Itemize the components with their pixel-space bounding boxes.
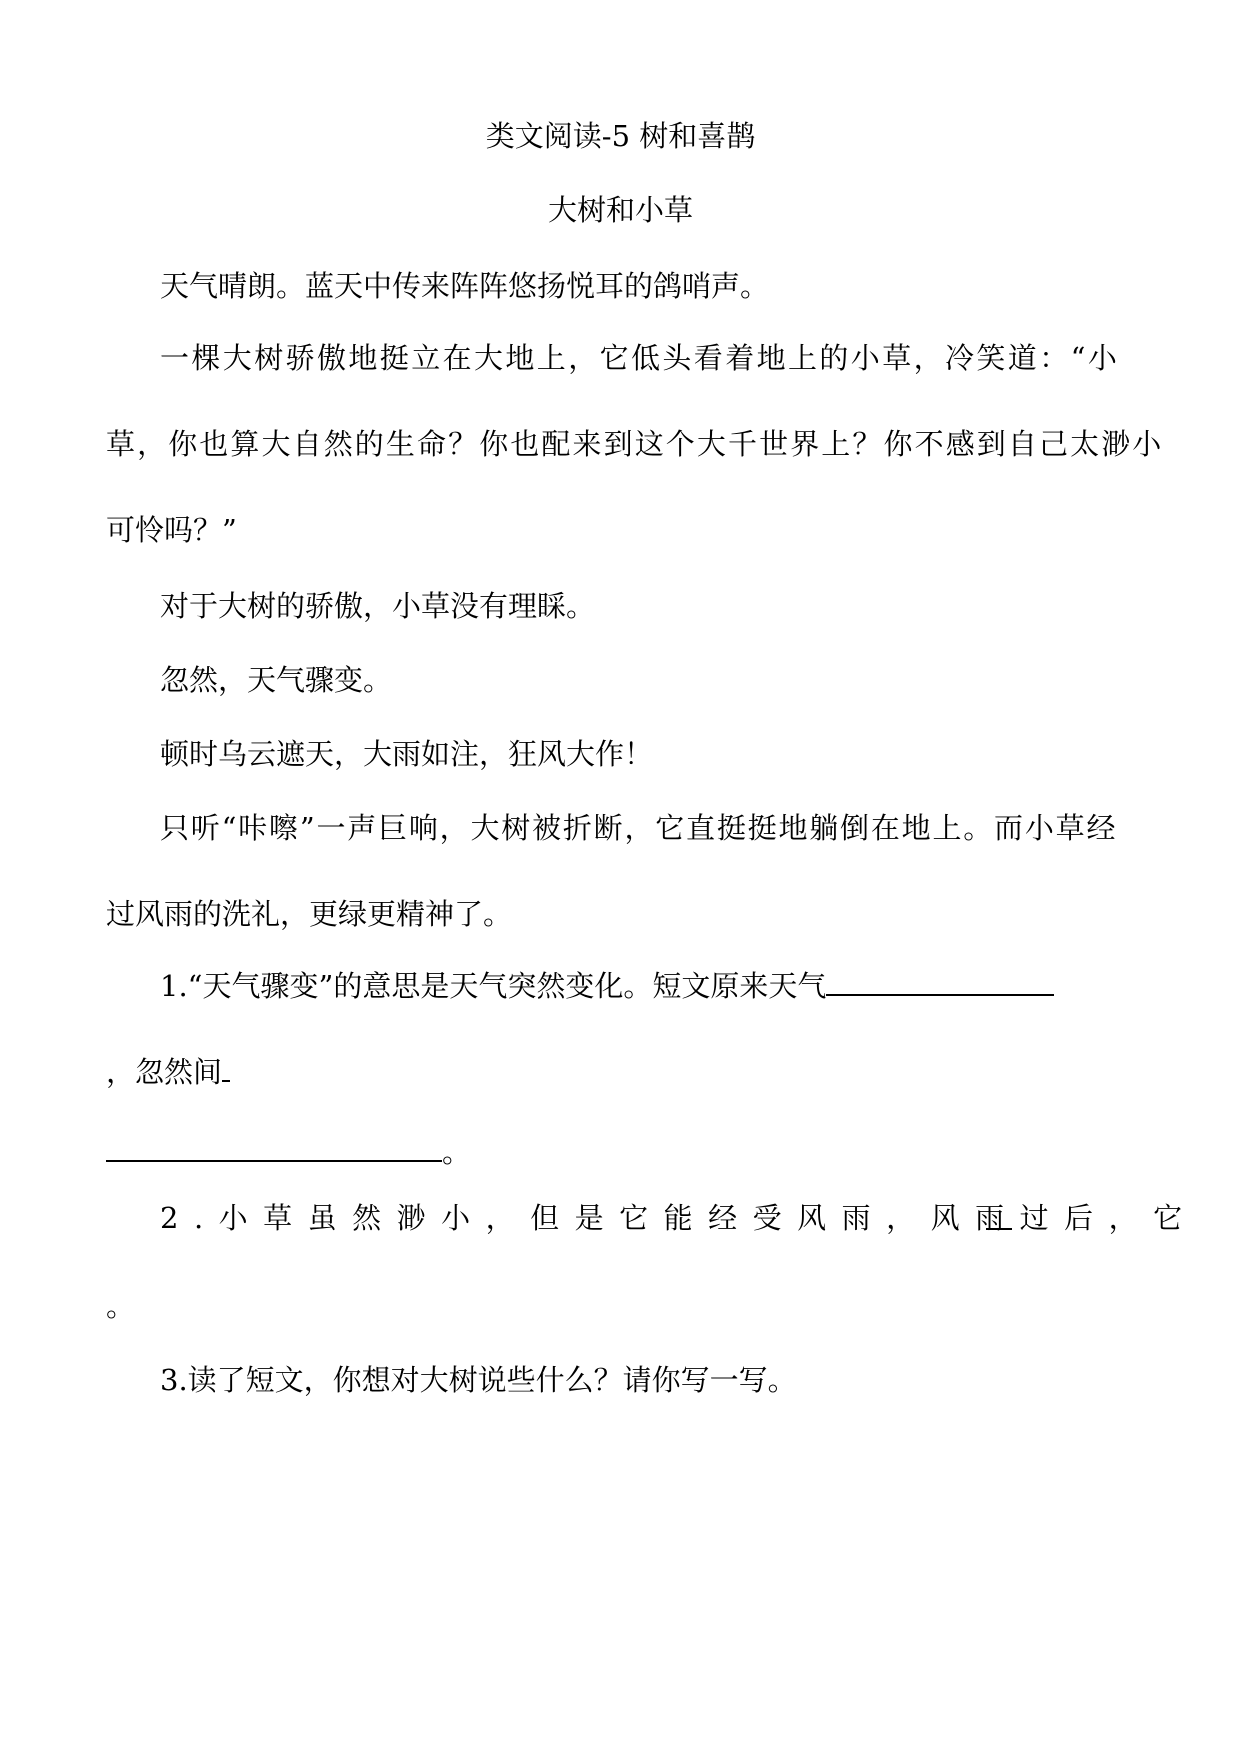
answer-blank[interactable] [106,1134,442,1162]
question-1-text-continued: ，忽然间 [106,1055,223,1089]
question-2-end: 。 [106,1289,136,1323]
paragraph-line: 可怜吗？” [106,513,237,547]
paragraph-line: 顿时乌云遮天，大雨如注，狂风大作！ [160,737,654,771]
story-title: 大树和小草 [547,193,693,227]
question-2 [160,1198,1198,1238]
paragraph-line: 一棵大树骄傲地挺立在大地上，它低头看着地上的小草，冷笑道：“小 [160,341,1120,375]
question-1-answer-line [106,1132,471,1172]
paragraph-line: 忽然，天气骤变。 [160,663,393,697]
answer-blank[interactable] [222,1054,230,1082]
question-1 [160,966,1054,1006]
answer-blank[interactable] [826,968,1054,996]
paragraph-line: 过风雨的洗礼，更绿更精神了。 [106,897,513,931]
paragraph-line: 只听“咔嚓”一声巨响，大树被折断，它直挺挺地躺倒在地上。而小草经 [160,811,1118,845]
question-1-text: 1.“天气骤变”的意思是天气突然变化。短文原来天气 [160,969,827,1003]
paragraph-line: 对于大树的骄傲，小草没有理睬。 [160,589,596,623]
paragraph-line: 天气晴朗。蓝天中传来阵阵悠扬悦耳的鸽哨声。 [160,269,770,303]
answer-blank[interactable] [986,1228,1012,1230]
question-1-continued [106,1052,230,1092]
question-3: 3.读了短文，你想对大树说些什么？请你写一写。 [160,1363,797,1397]
document-title: 类文阅读-5 树和喜鹊 [485,119,756,153]
question-2-text: 2.小草虽然渺小，但是它能经受风雨，风雨过后，它 [160,1201,1198,1235]
paragraph-line: 草，你也算大自然的生命？你也配来到这个大千世界上？你不感到自己太渺小 [106,427,1164,461]
question-1-end: 。 [442,1135,472,1169]
